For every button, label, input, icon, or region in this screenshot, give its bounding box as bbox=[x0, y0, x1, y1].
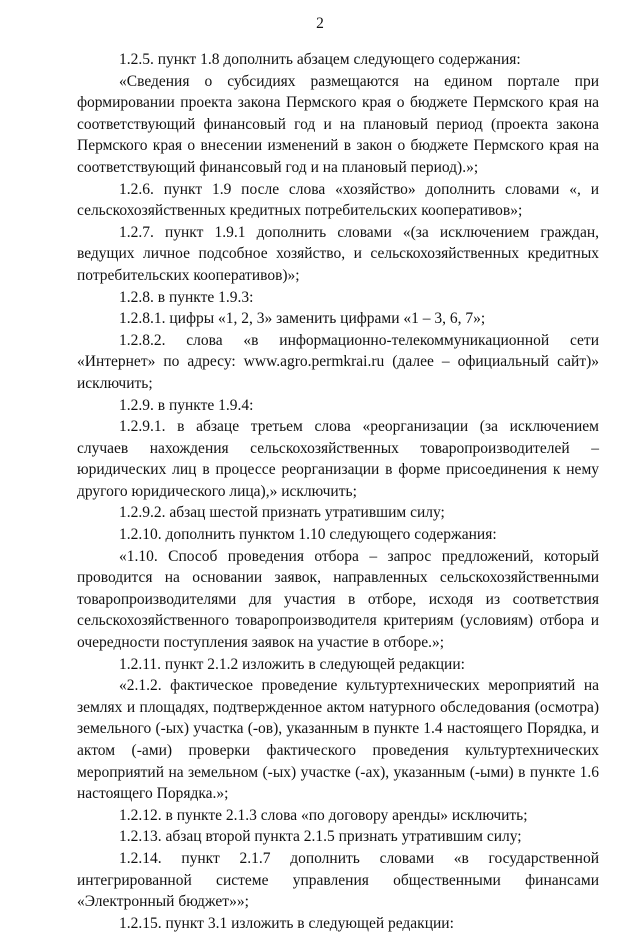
paragraph-selection-method-quote: «1.10. Способ проведения отбора – запрос предложений, который проводится на основании заявок, направленных сельскохозяйственными товаропроизводителями для участия в отборе, исходя из соответствия сельскохозяйственного товаропроизводителя критериям (условиям) отбора и очередности поступления заявок на участие в отборе.»; bbox=[77, 547, 599, 652]
page-number: 2 bbox=[316, 15, 324, 32]
paragraph-1-2-8: 1.2.8. в пункте 1.9.3: bbox=[119, 288, 254, 306]
paragraph-1-2-9-2: 1.2.9.2. абзац шестой признать утратившим силу; bbox=[119, 504, 445, 522]
paragraph-1-2-9-1: 1.2.9.1. в абзаце третьем слова «реорганизации (за исключением случаев нахождения сельскохозяйственных товаропроизводителей – юридических лиц в процессе реорганизации в форме присоединения к нему другого юридического лица),» исключить; bbox=[77, 418, 599, 500]
paragraph-1-2-7: 1.2.7. пункт 1.9.1 дополнить словами «(за исключением граждан, ведущих личное подсобное хозяйство, и сельскохозяйственных кредитных потребительских кооперативов)»; bbox=[77, 223, 599, 284]
paragraph-1-2-12: 1.2.12. в пункте 2.1.3 слова «по договору аренды» исключить; bbox=[119, 806, 528, 824]
paragraph-1-2-5: 1.2.5. пункт 1.8 дополнить абзацем следующего содержания: bbox=[119, 51, 521, 68]
paragraph-1-2-13: 1.2.13. абзац второй пункта 2.1.5 признать утратившим силу; bbox=[119, 828, 522, 846]
paragraph-1-2-11: 1.2.11. пункт 2.1.2 изложить в следующей редакции: bbox=[119, 655, 465, 673]
paragraph-1-2-6: 1.2.6. пункт 1.9 после слова «хозяйство» дополнить словами «, и сельскохозяйственных кредитных потребительских кооперативов»; bbox=[77, 180, 599, 220]
paragraph-1-2-15: 1.2.15. пункт 3.1 изложить в следующей редакции: bbox=[119, 914, 454, 932]
paragraph-1-2-8-2: 1.2.8.2. слова «в информационно-телекоммуникационной сети «Интернет» по адресу: www.agro.permkrai.ru (далее – официальный сайт)» исключить; bbox=[77, 331, 599, 392]
paragraph-1-2-8-1: 1.2.8.1. цифры «1, 2, 3» заменить цифрами «1 – 3, 6, 7»; bbox=[119, 310, 486, 328]
paragraph-2-1-2-quote: «2.1.2. фактическое проведение культуртехнических мероприятий на землях и площадях, подтвержденное актом натурного обследования (осмотра) земельного (-ых) участка (-ов), указанным в пункте 1.4 настоящего Порядка, и актом (-ами) проверки фактического проведения культуртехнических мероприятий на земельном (-ых) участке (-ах), указанным (-ыми) в пункте 1.6 настоящего Порядка.»; bbox=[77, 677, 599, 803]
paragraph-subsidy-info-quote: «Сведения о субсидиях размещаются на едином портале при формировании проекта закона Пермского края о бюджете Пермского края на соответствующий финансовый год и на плановый период (проекта закона Пермского края о внесении изменений в закон о бюджете Пермского края на соответствующий финансовый год и на плановый период).»; bbox=[77, 72, 599, 176]
document-body bbox=[77, 49, 599, 934]
paragraph-1-2-14: 1.2.14. пункт 2.1.7 дополнить словами «в государственной интегрированной системе управления общественными финансами «Электронный бюджет»»; bbox=[77, 849, 599, 911]
paragraph-1-2-10: 1.2.10. дополнить пунктом 1.10 следующего содержания: bbox=[119, 526, 497, 544]
paragraph-1-2-9: 1.2.9. в пункте 1.9.4: bbox=[119, 396, 254, 414]
